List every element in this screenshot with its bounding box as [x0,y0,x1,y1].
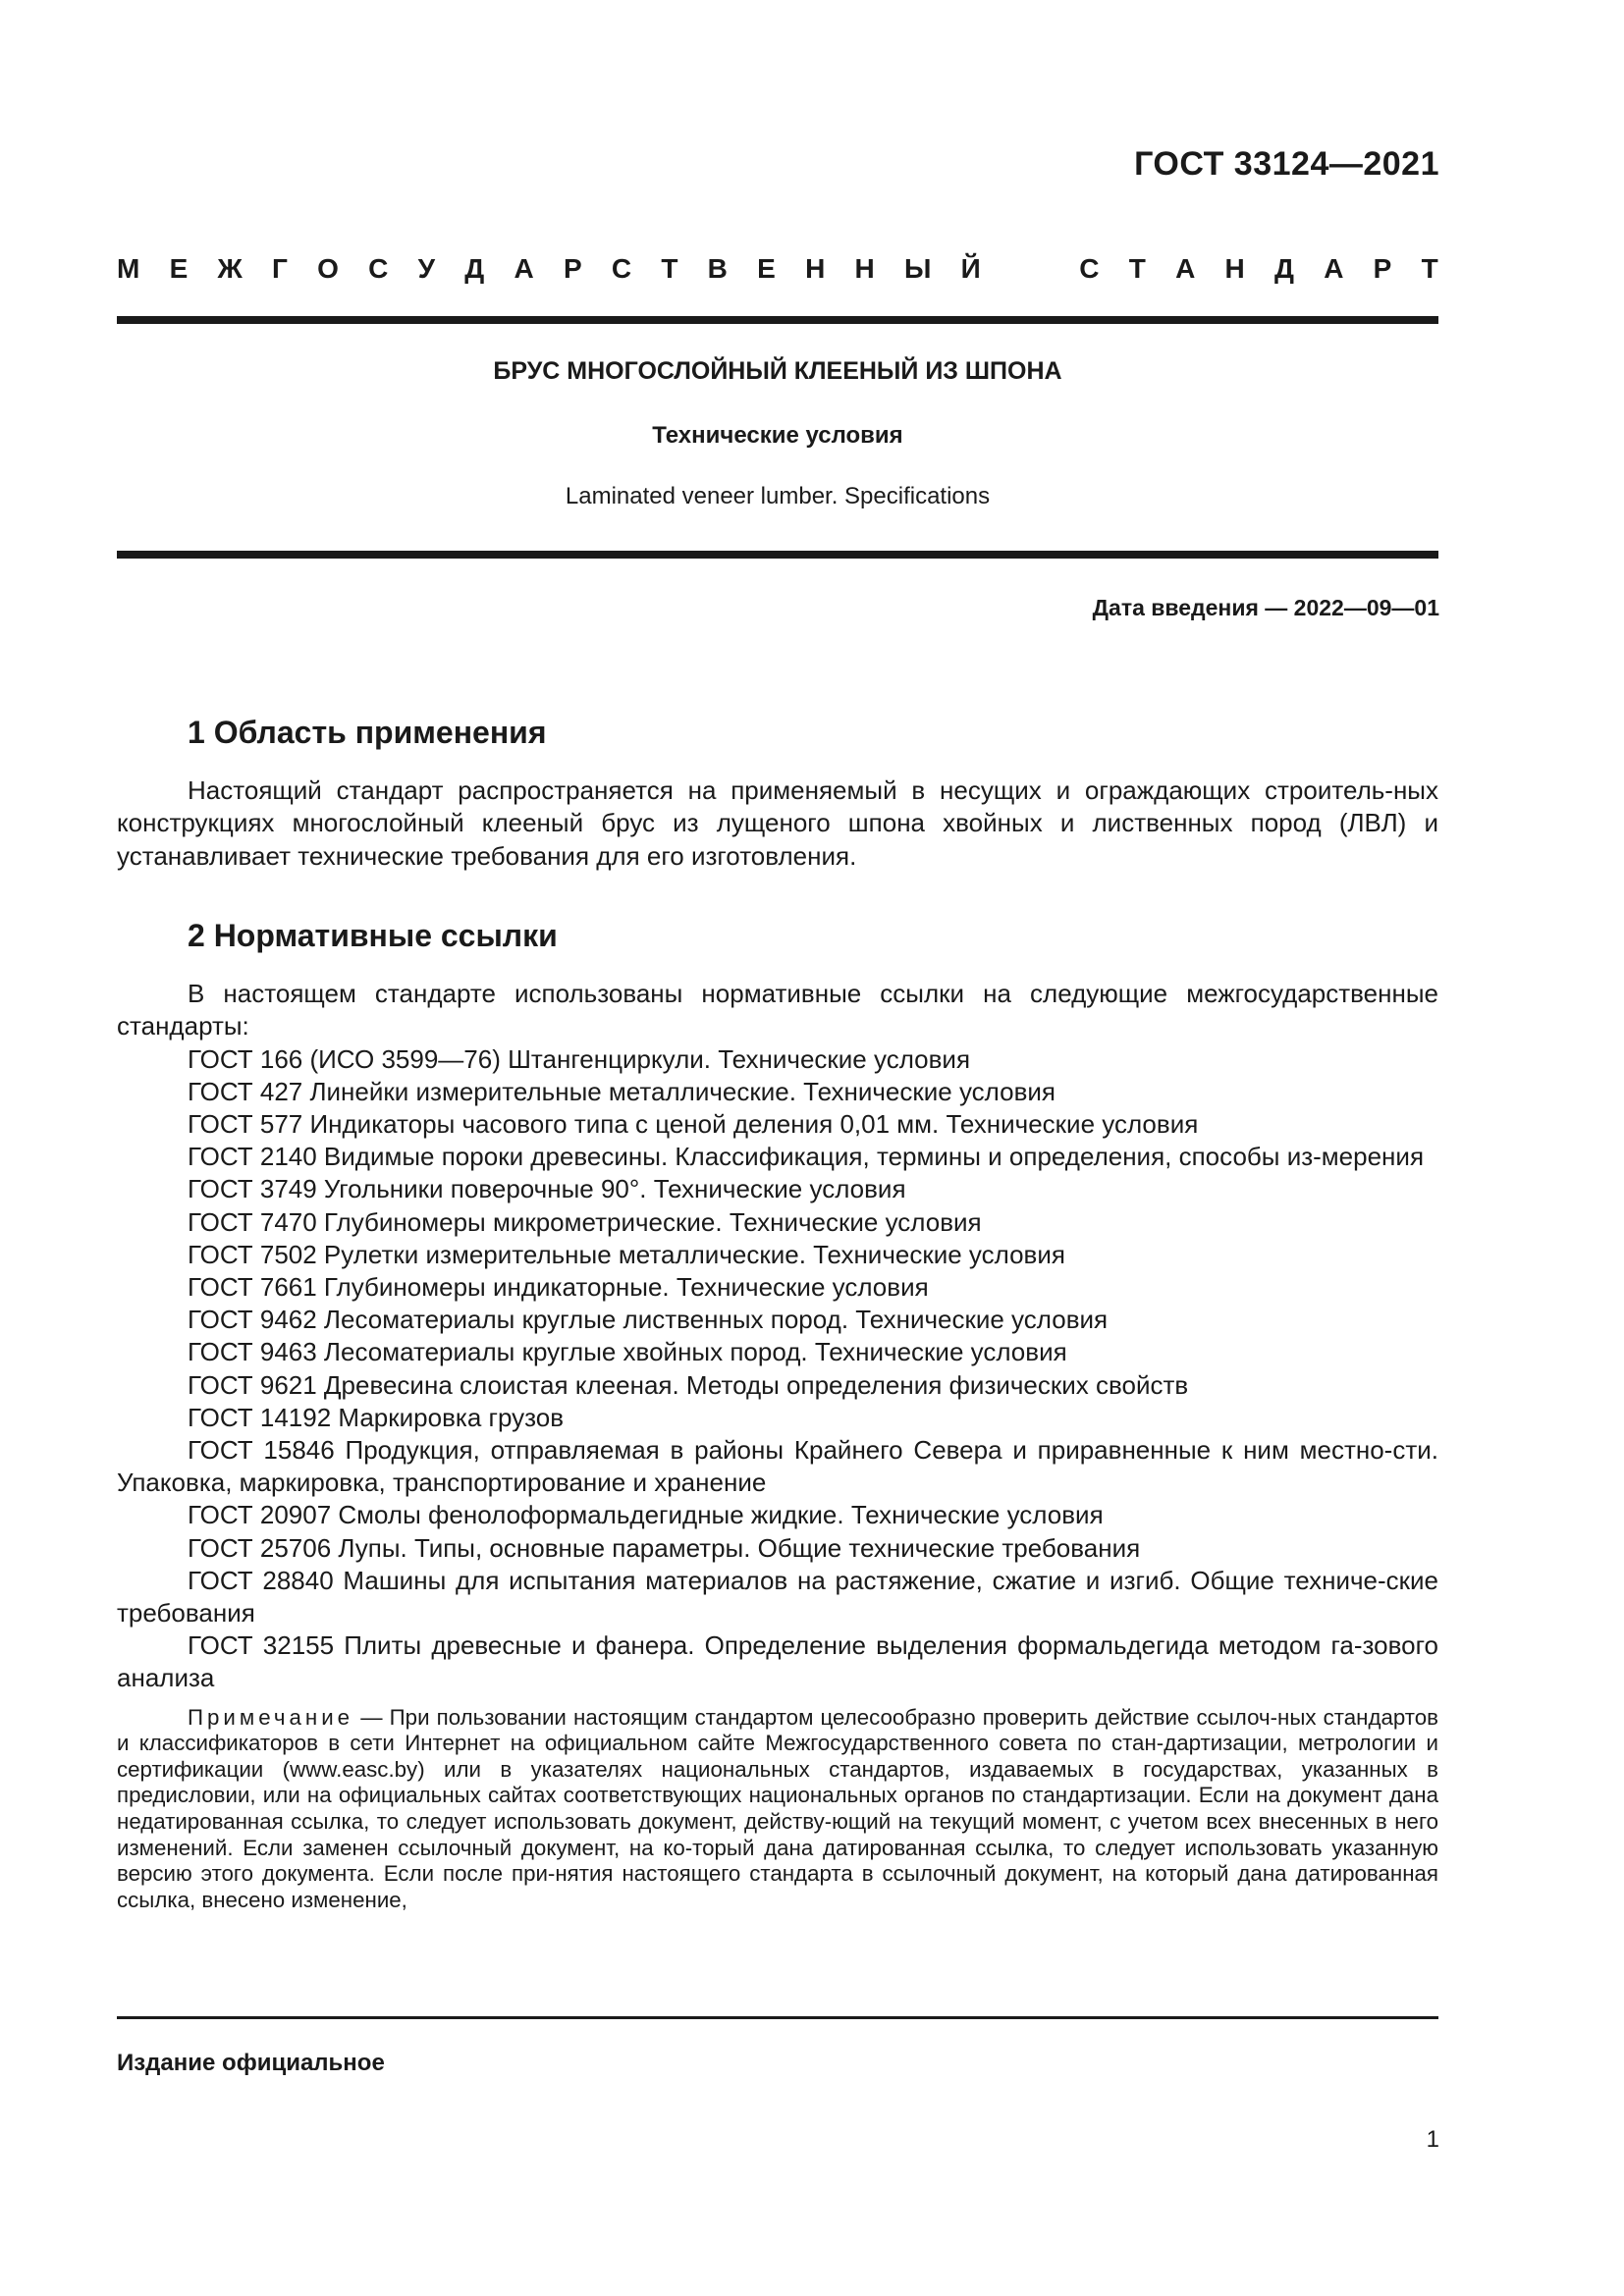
standard-designation: ГОСТ 33124—2021 [1134,145,1439,183]
header-letter: О [317,253,339,284]
header-letter: Н [854,253,875,284]
interstate-standard-header [117,253,1438,285]
header-letter: Н [1224,253,1245,284]
header-letter: У [417,253,436,284]
header-letter: С [1079,253,1100,284]
header-letter: Ы [904,253,932,284]
footer-rule [117,2016,1438,2019]
reference-item: ГОСТ 9463 Лесоматериалы круглые хвойных пород. Технические условия [188,1337,1067,1367]
header-letter: Е [757,253,776,284]
note-text: При пользовании настоящим стандартом целесообразно проверить действие ссылоч-ных стандартов и классификаторов в сети Интернет на официальном сайте Межгосударственного совета по стан-дартизации, метрологии и сертификации (www.easc.by) или в указателях национальных стандартов, издаваемых в государствах, указанных в предисловии, или на официальных сайтах соответствующих национальных органов по стандартизации. Если на документ дана недатированная ссылка, то следует использовать документ, действу-ющий на текущий момент, с учетом всех внесенных в него изменений. Если заменен ссылочный документ, на ко-торый дана датированная ссылка, то следует использовать указанную версию этого документа. Если после при-нятия настоящего стандарта в ссылочный документ, на который дана датированная ссылка, внесено изменение, [117,1704,1439,1912]
header-letter: Д [464,253,485,284]
header-letter: Т [1128,253,1146,284]
header-letter: Т [661,253,678,284]
reference-item: ГОСТ 427 Линейки измерительные металлические. Технические условия [188,1076,1056,1106]
header-letter: Й [960,253,981,284]
reference-item: ГОСТ 9462 Лесоматериалы круглые лиственных пород. Технические условия [188,1305,1109,1335]
header-rule [117,316,1438,324]
section-heading: 1 Область применения [188,715,547,750]
header-letter: А [514,253,534,284]
reference-item: ГОСТ 9621 Древесина слоистая клееная. Методы определения физических свойств [188,1369,1189,1400]
header-letter: Т [1421,253,1438,284]
reference-item: ГОСТ 32155 Плиты древесные и фанера. Определение выделения формальдегида методом га-зового анализа [117,1630,1438,1693]
reference-item: ГОСТ 166 (ИСО 3599—76) Штангенциркули. Технические условия [188,1043,971,1074]
header-letter: Г [272,253,288,284]
introduction-date: Дата введения — 2022—09—01 [1092,595,1439,620]
reference-item: ГОСТ 7502 Рулетки измерительные металлические. Технические условия [188,1239,1065,1269]
header-word-gap [1010,253,1050,285]
reference-item: ГОСТ 14192 Маркировка грузов [188,1402,565,1432]
title-rule [117,551,1438,559]
reference-item: ГОСТ 28840 Машины для испытания материалов на растяжение, сжатие и изгиб. Общие техниче-ские требования [117,1565,1438,1629]
section-paragraph: В настоящем стандарте использованы нормативные ссылки на следующие межгосударственные стандарты: [117,979,1438,1041]
reference-item: ГОСТ 20907 Смолы фенолоформальдегидные жидкие. Технические условия [188,1500,1104,1530]
section-normative-references [117,920,1438,1913]
header-letter: Р [1373,253,1392,284]
header-letter: В [707,253,728,284]
reference-item: ГОСТ 25706 Лупы. Типы, основные параметры. Общие технические требования [188,1532,1141,1563]
header-letter: А [1175,253,1196,284]
reference-item: ГОСТ 7661 Глубиномеры индикаторные. Технические условия [188,1272,929,1303]
note-dash: — [353,1704,390,1730]
reference-item: ГОСТ 15846 Продукция, отправляемая в районы Крайнего Севера и приравненные к ним местно-сти. Упаковка, маркировка, транспортирование и хранение [117,1435,1438,1498]
document-title: БРУС МНОГОСЛОЙНЫЙ КЛЕЕНЫЙ ИЗ ШПОНА [493,357,1062,385]
reference-item: ГОСТ 3749 Угольники поверочные 90°. Технические условия [188,1174,906,1204]
official-edition-label: Издание официальное [117,2050,385,2076]
header-letter: С [611,253,632,284]
header-letter: Е [169,253,189,284]
section-heading: 2 Нормативные ссылки [188,918,558,953]
reference-item: ГОСТ 577 Индикаторы часового типа с ценой деления 0,01 мм. Технические условия [188,1109,1199,1140]
note-paragraph [117,1705,1438,1914]
header-letter: С [368,253,389,284]
document-subtitle: Технические условия [652,422,903,449]
section-paragraph: Настоящий стандарт распространяется на применяемый в несущих и ограждающих строитель-ных конструкциях многослойный клееный брус из лущеного шпона хвойных и лиственных пород (ЛВЛ) и устанавливает технические требования для его изготовления. [117,775,1438,871]
note-label: Примечание [188,1704,354,1730]
header-letter: М [117,253,140,284]
english-title: Laminated veneer lumber. Specifications [565,483,991,509]
header-letter: Ж [217,253,243,284]
reference-item: ГОСТ 7470 Глубиномеры микрометрические. Технические условия [188,1206,982,1237]
page-number: 1 [1426,2126,1439,2153]
header-letter: Д [1274,253,1294,284]
header-letter: А [1324,253,1344,284]
section-scope [117,717,1438,873]
reference-list [117,1043,1438,1695]
header-letter: Н [805,253,826,284]
reference-item: ГОСТ 2140 Видимые пороки древесины. Классификация, термины и определения, способы из-мерения [188,1142,1425,1172]
header-letter: Р [563,253,582,284]
